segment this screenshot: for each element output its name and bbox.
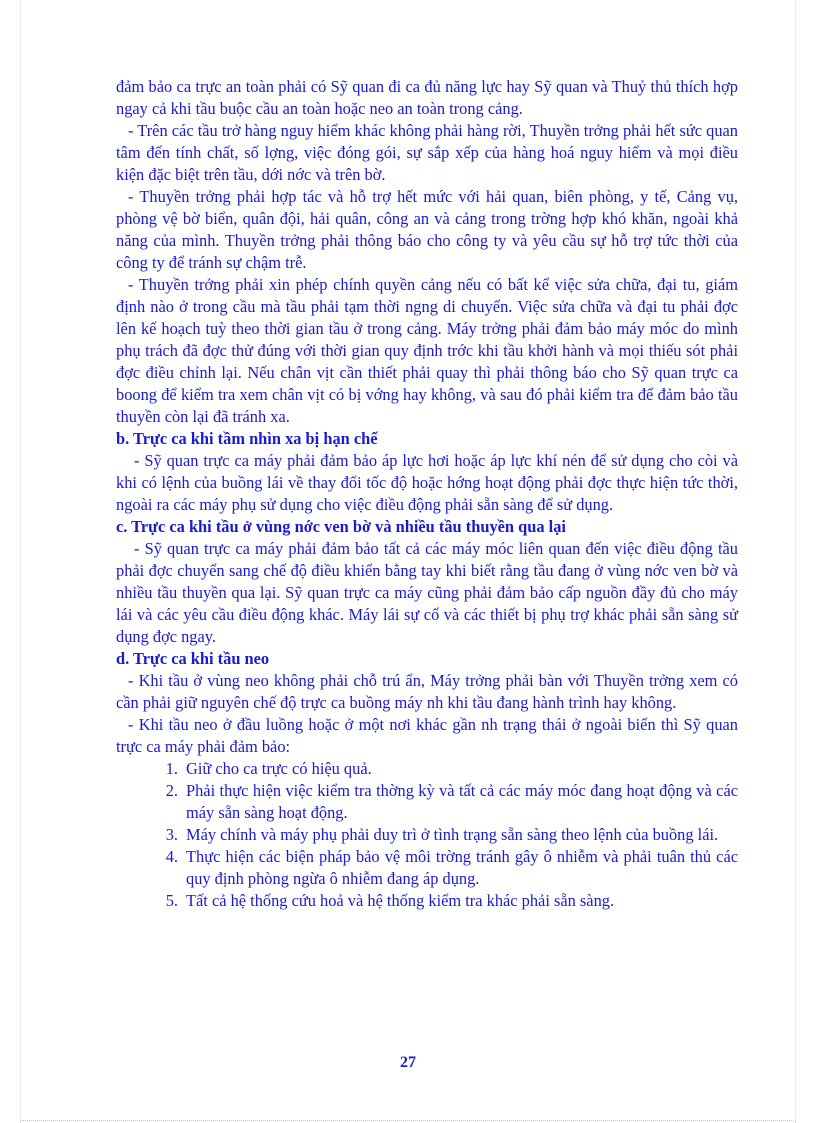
list-item [165, 824, 738, 846]
paragraph-section-b: - Sỹ quan trực ca máy phải đảm bảo áp lực hơi hoặc áp lực khí nén để sử dụng cho còi và khi có lệnh của buồng lái về thay đổi tốc độ hoặc hớng hoạt động phải đợc thực hiện tức thời, ngoài ra các máy phụ sử dụng cho việc điều động phải sẵn sàng để sử dụng. [116, 451, 738, 514]
list-item-text: Thực hiện các biện pháp bảo vệ môi trờng tránh gây ô nhiễm và phải tuân thủ các quy định phòng ngừa ô nhiễm đang áp dụng. [186, 847, 738, 888]
list-item-text: Phải thực hiện việc kiểm tra thờng kỳ và tất cả các máy móc đang hoạt động và các máy sẵn sàng hoạt động. [186, 781, 738, 822]
paragraph-section-d-1: - Khi tầu ở vùng neo không phải chỗ trú ẩn, Máy trởng phải bàn với Thuyền trởng xem có cần phải giữ nguyên chế độ trực ca buồng máy nh khi tầu đang hành trình hay không. [116, 671, 738, 712]
list-item-text: Máy chính và máy phụ phải duy trì ở tình trạng sẵn sàng theo lệnh của buồng lái. [186, 825, 719, 844]
list-item-number: 4. [165, 847, 178, 866]
right-margin-rule [795, 0, 796, 1123]
list-item [165, 846, 738, 890]
paragraph-continuation: đảm bảo ca trực an toàn phải có Sỹ quan đi ca đủ năng lực hay Sỹ quan và Thuỷ thủ thích hợp ngay cả khi tầu buộc cầu an toàn hoặc neo an toàn trong cảng. [116, 77, 738, 118]
paragraph-cooperation: - Thuyền trởng phải hợp tác và hỗ trợ hết mức với hải quan, biên phòng, y tế, Cảng vụ, phòng vệ bờ biển, quân đội, hải quân, công an và cảng trong trờng hợp khó khăn, ngoài khả năng của mình. Thuyền trởng phải thông báo cho công ty và yêu cầu sự hỗ trợ tức thời của công ty để tránh sự chậm trễ. [116, 187, 738, 272]
paragraph-section-d-2: - Khi tầu neo ở đầu luồng hoặc ở một nơi khác gần nh trạng thái ở ngoài biển thì Sỹ quan trực ca máy phải đảm bảo: [116, 715, 738, 756]
list-item-number: 1. [165, 759, 178, 778]
list-item [165, 890, 738, 912]
footer-rule [22, 1120, 794, 1121]
paragraph-section-c: - Sỹ quan trực ca máy phải đảm bảo tất cả các máy móc liên quan đến việc điều động tầu phải đợc chuyển sang chế độ điều khiển bằng tay khi biết rằng tầu đang ở vùng nớc ven bờ và nhiều tầu thuyền qua lại. Sỹ quan trực ca máy cũng phải đảm bảo cấp nguồn đầy đủ cho máy lái và các yêu cầu điều động khác. Máy lái sự cố và các thiết bị phụ trợ khác phải sẵn sàng sử dụng đợc ngay. [116, 539, 738, 646]
page-content [116, 76, 738, 912]
list-item-number: 3. [165, 825, 178, 844]
list-item [165, 758, 738, 780]
list-item-text: Tất cả hệ thống cứu hoả và hệ thống kiểm tra khác phải sẵn sàng. [186, 891, 615, 910]
heading-section-c: c. Trực ca khi tầu ở vùng nớc ven bờ và nhiều tầu thuyền qua lại [116, 517, 566, 536]
paragraph-repairs: - Thuyền trởng phải xin phép chính quyền cảng nếu có bất kể việc sửa chữa, đại tu, giám định nào ở trong cầu mà tầu phải tạm thời ngng di chuyển. Việc sửa chữa và đại tu phải đợc lên kế hoạch tuỳ theo thời gian tầu ở trong cảng. Máy trởng phải đảm bảo máy móc do mình phụ trách đã đợc thử đúng với thời gian quy định trớc khi tầu khởi hành và mọi thiếu sót phải đợc điều chỉnh lại. Nếu chân vịt cần thiết phải quay thì phải thông báo cho Sỹ quan trực ca boong để kiểm tra xem chân vịt có bị vớng hay không, và sau đó phải kiểm tra để đảm bảo tầu thuyền còn lại đã tránh xa. [116, 275, 738, 426]
list-item [165, 780, 738, 824]
list-item-text: Giữ cho ca trực có hiệu quả. [186, 759, 372, 778]
heading-section-b: b. Trực ca khi tầm nhìn xa bị hạn chế [116, 429, 378, 448]
list-item-number: 5. [165, 891, 178, 910]
paragraph-dangerous-goods: - Trên các tầu trở hàng nguy hiểm khác không phải hàng rời, Thuyền trởng phải hết sức quan tâm đến tính chất, số lợng, việc đóng gói, sự sắp xếp của hàng hoá nguy hiểm và mọi điều kiện đặc biệt trên tầu, dới nớc và trên bờ. [116, 121, 738, 184]
numbered-list [116, 758, 738, 912]
list-item-number: 2. [165, 781, 178, 800]
page-number: 27 [400, 1054, 416, 1071]
left-margin-rule [20, 0, 21, 1123]
heading-section-d: d. Trực ca khi tầu neo [116, 649, 270, 668]
